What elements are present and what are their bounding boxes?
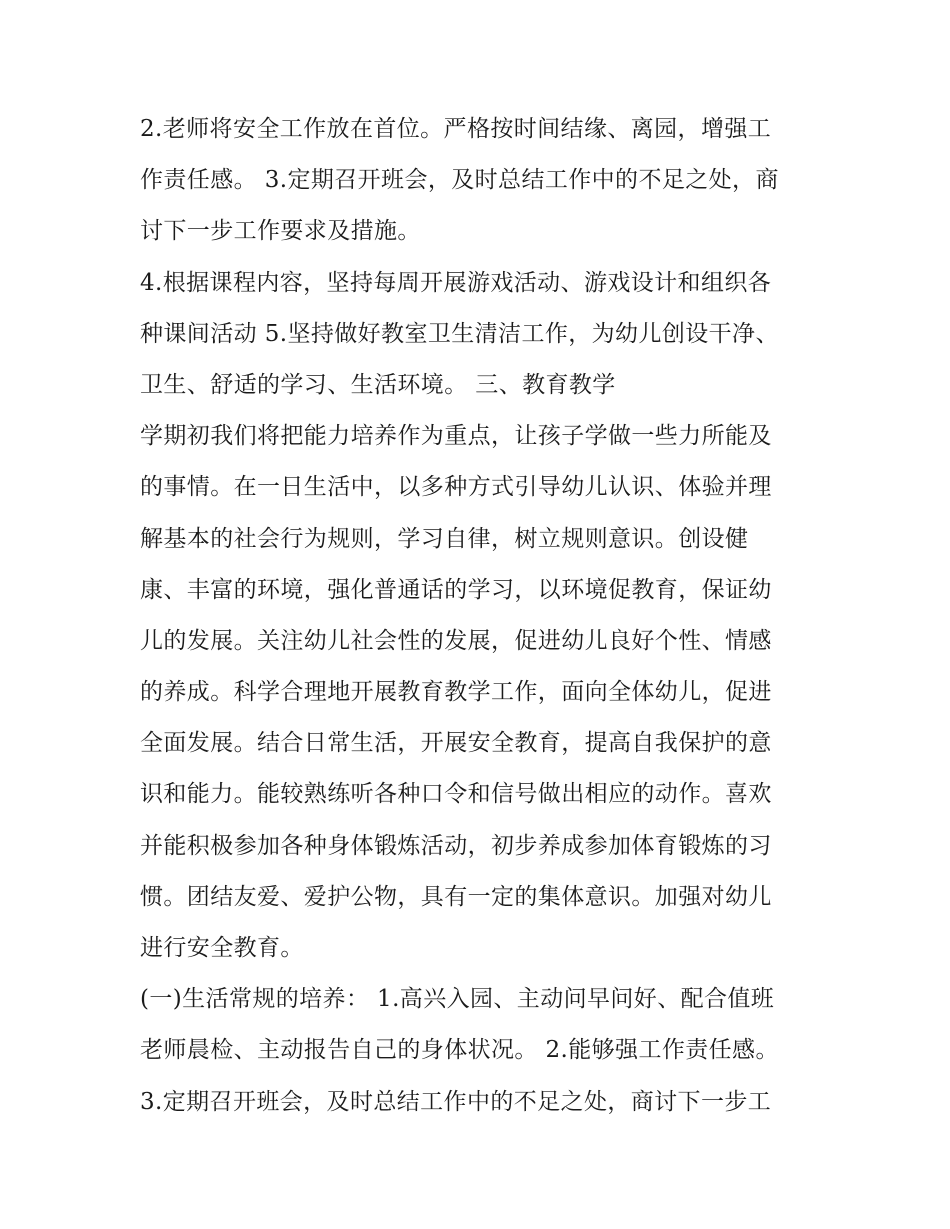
text-line: 讨下一步工作要求及措施。 [140, 218, 421, 245]
text-line: 的养成。科学合理地开展教育教学工作，面向全体幼儿，促进 [140, 679, 772, 706]
text-line: 作责任感。 3.定期召开班会，及时总结工作中的不足之处，商 [140, 167, 779, 194]
text-line: 2.老师将安全工作放在首位。严格按时间结缘、离园，增强工 [140, 116, 772, 142]
text-line: 老师晨检、主动报告自己的身体状况。 2.能够强工作责任感。 [140, 1037, 779, 1064]
text-line: 种课间活动 5.坚持做好教室卫生清洁工作，为幼儿创设干净、 [140, 320, 779, 347]
text-line: 的事情。在一日生活中，以多种方式引导幼儿认识、体验并理 [140, 474, 772, 501]
text-line: 全面发展。结合日常生活，开展安全教育，提高自我保护的意 [140, 730, 772, 757]
text-line: 进行安全教育。 [140, 935, 304, 961]
text-line: 康、丰富的环境，强化普通话的学习，以环境促教育，保证幼 [140, 576, 772, 603]
text-line: 儿的发展。关注幼儿社会性的发展，促进幼儿良好个性、情感 [140, 627, 772, 654]
text-line: 惯。团结友爱、爱护公物，具有一定的集体意识。加强对幼儿 [140, 883, 772, 910]
text-line: 并能积极参加各种身体锻炼活动，初步养成参加体育锻炼的习 [140, 832, 772, 859]
document-page [140, 104, 820, 1128]
text-line: 卫生、舒适的学习、生活环境。 三、教育教学 [140, 371, 616, 398]
text-line: 学期初我们将把能力培养作为重点，让孩子学做一些力所能及 [140, 423, 772, 450]
text-line: 识和能力。能较熟练听各种口令和信号做出相应的动作。喜欢 [140, 781, 772, 808]
text-line: (一)生活常规的培养： 1.高兴入园、主动问早问好、配合值班 [140, 986, 775, 1013]
text-line: 解基本的社会行为规则，学习自律，树立规则意识。创设健 [140, 525, 749, 552]
text-line: 4.根据课程内容，坚持每周开展游戏活动、游戏设计和组织各 [140, 269, 772, 296]
text-line: 3.定期召开班会，及时总结工作中的不足之处，商讨下一步工 [140, 1088, 772, 1115]
